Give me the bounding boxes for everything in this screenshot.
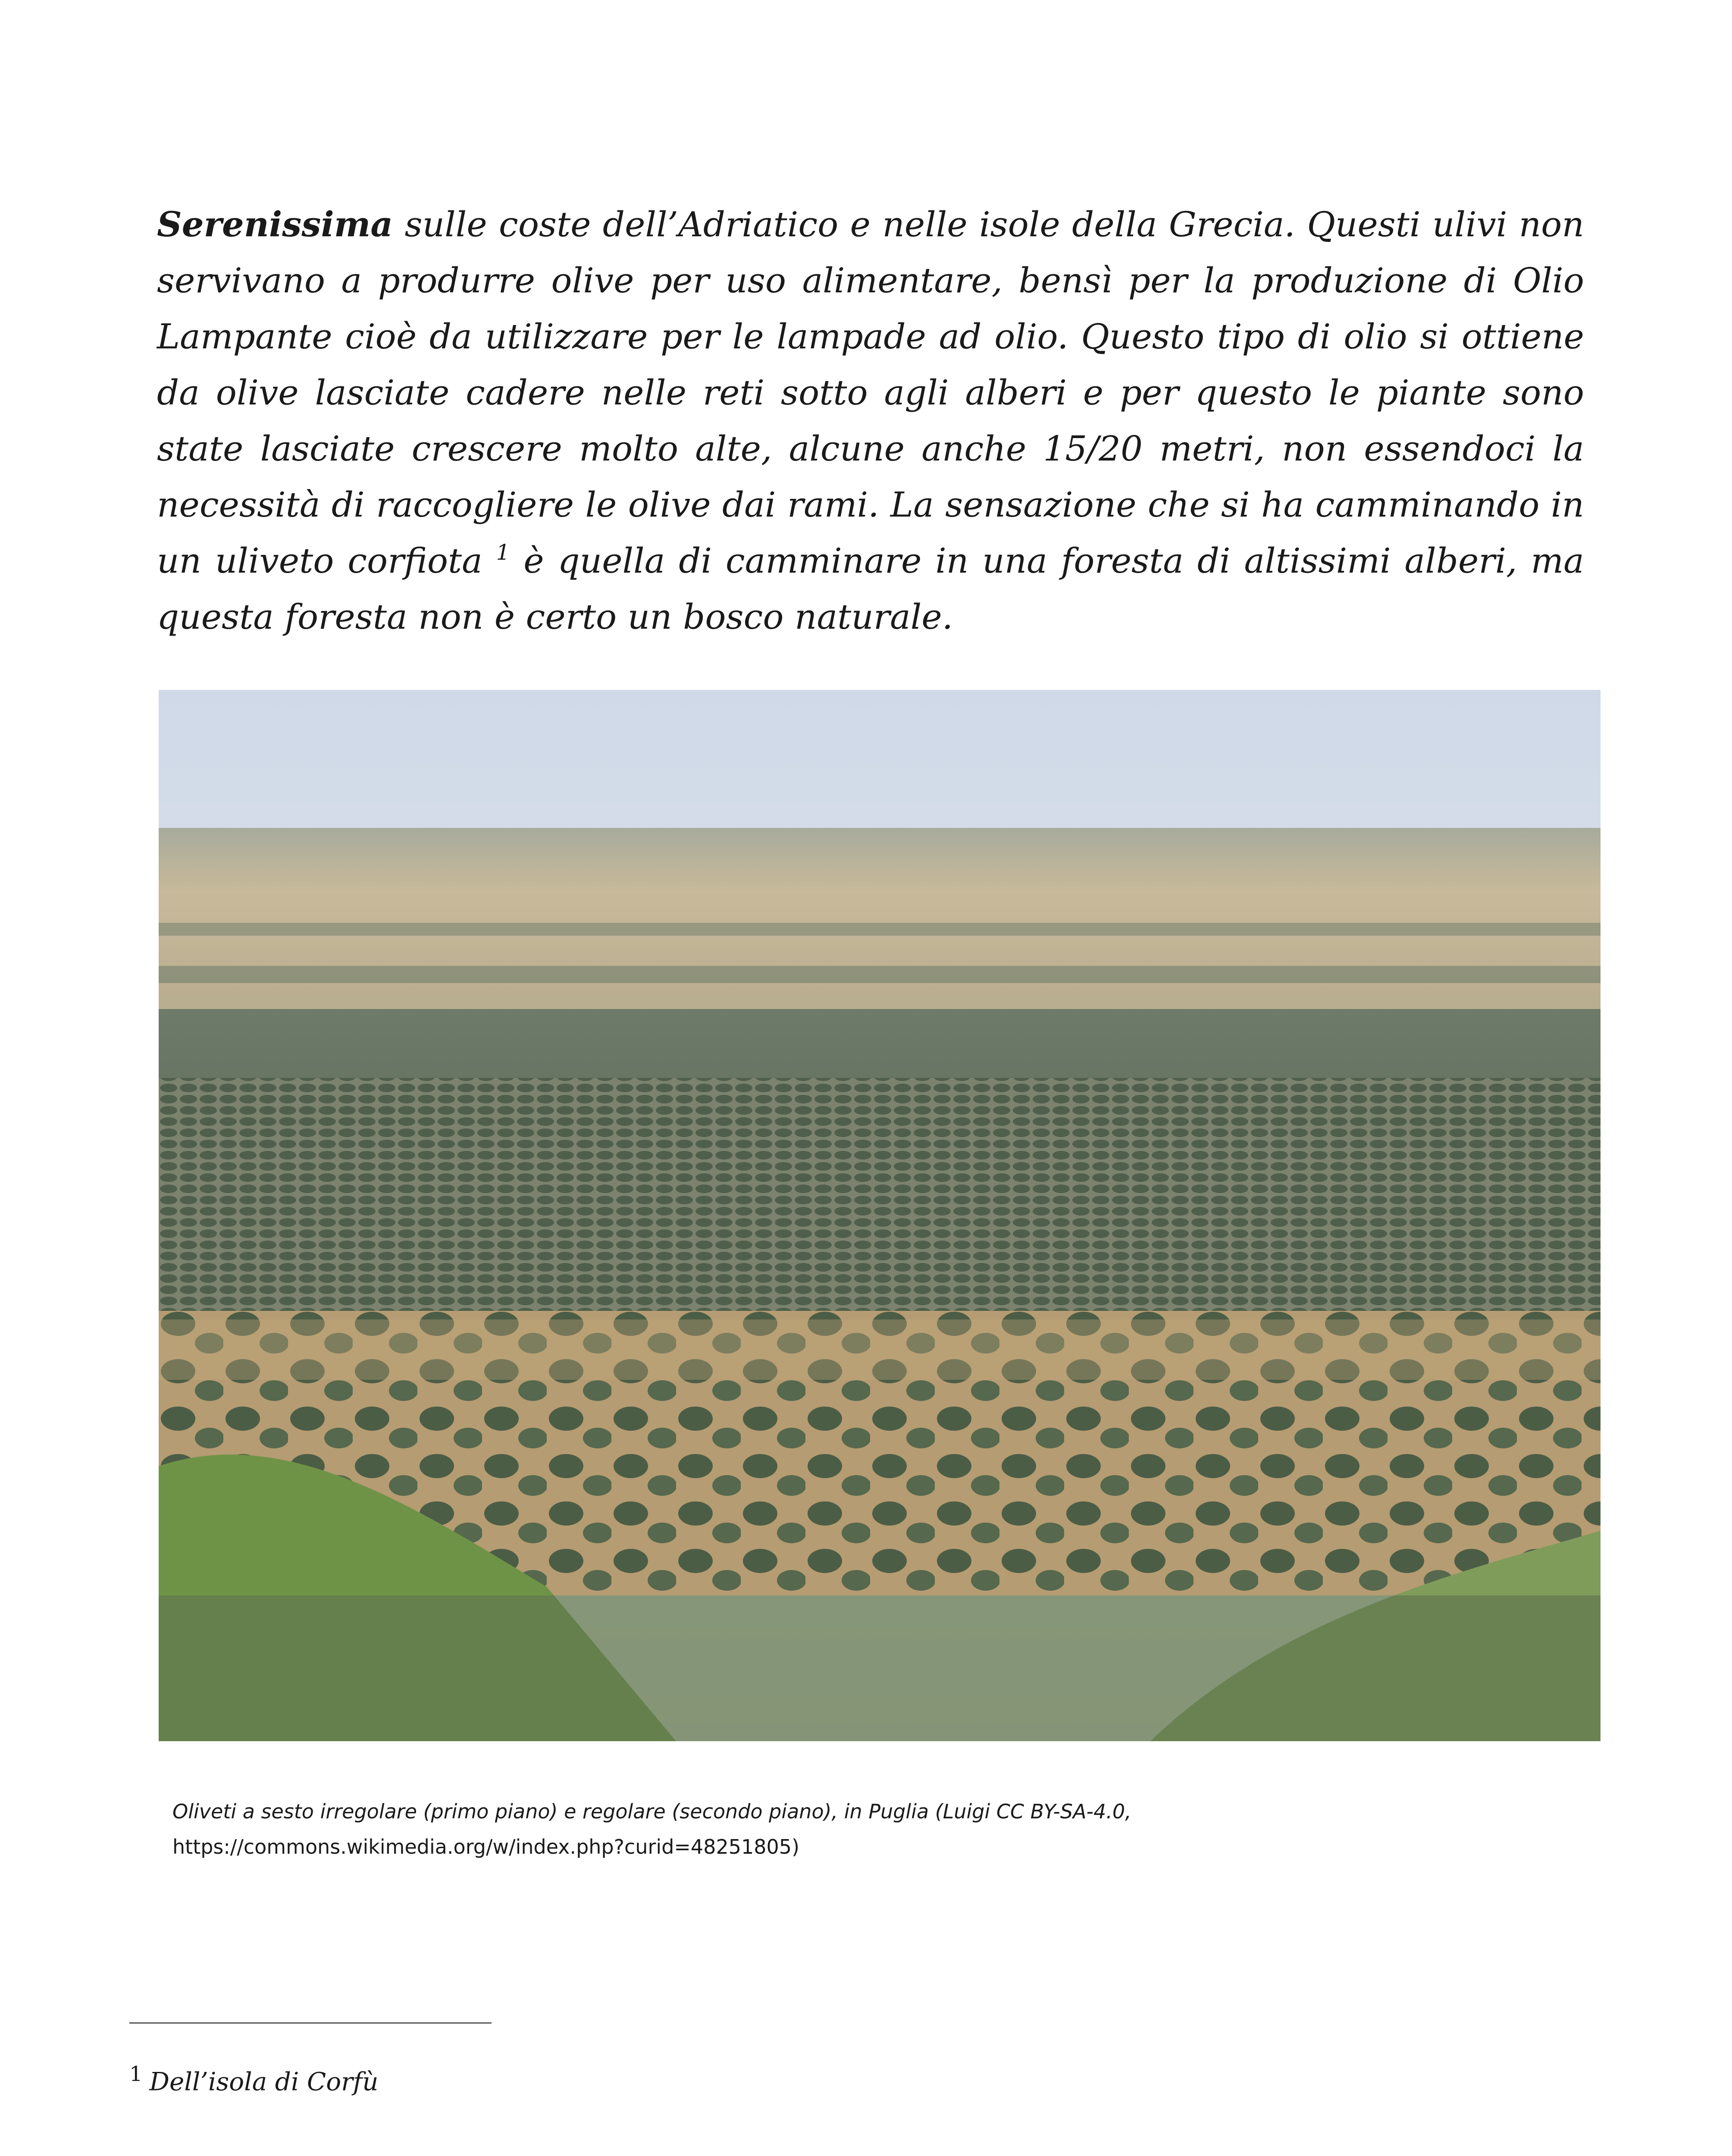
body-text-part-1: sulle coste dell’Adriatico e nelle isole della Grecia. Questi ulivi non servivano a produrre olive per uso alimentare, bensì per la produzione di Olio Lampante cioè da utilizzare per le lampade ad olio. Questo tipo di olio si ottiene da olive lasciate cadere nelle reti sotto agli alberi e per questo le piante sono state lasciate crescere molto alte, alcune anche 15/20 metri, non essendoci la necessità di raccogliere le olive dai rami. La sensazione che si ha camminando in un uliveto corfiota xyxy=(157,204,1584,581)
lead-bold-word: Serenissima xyxy=(157,204,393,244)
footnote xyxy=(129,2057,379,2099)
footnote-number: 1 xyxy=(129,2062,143,2086)
caption-text: Oliveti a sesto irregolare (primo piano) e regolare (secondo piano), in Puglia (Luigi CC BY-SA-4.0, xyxy=(172,1800,1131,1823)
body-text-part-2: è quella di camminare in una foresta di altissimi alberi, ma questa foresta non è certo un bosco naturale. xyxy=(157,541,1584,637)
body-paragraph xyxy=(157,196,1584,645)
footnote-separator xyxy=(129,2022,492,2024)
footnote-text: Dell’isola di Corfù xyxy=(149,2067,379,2096)
caption-source-url[interactable]: https://commons.wikimedia.org/w/index.php?curid=48251805) xyxy=(172,1835,800,1858)
footnote-reference[interactable]: 1 xyxy=(496,540,510,565)
figure-caption xyxy=(172,1794,1595,1865)
olive-grove-photo xyxy=(159,690,1600,1741)
